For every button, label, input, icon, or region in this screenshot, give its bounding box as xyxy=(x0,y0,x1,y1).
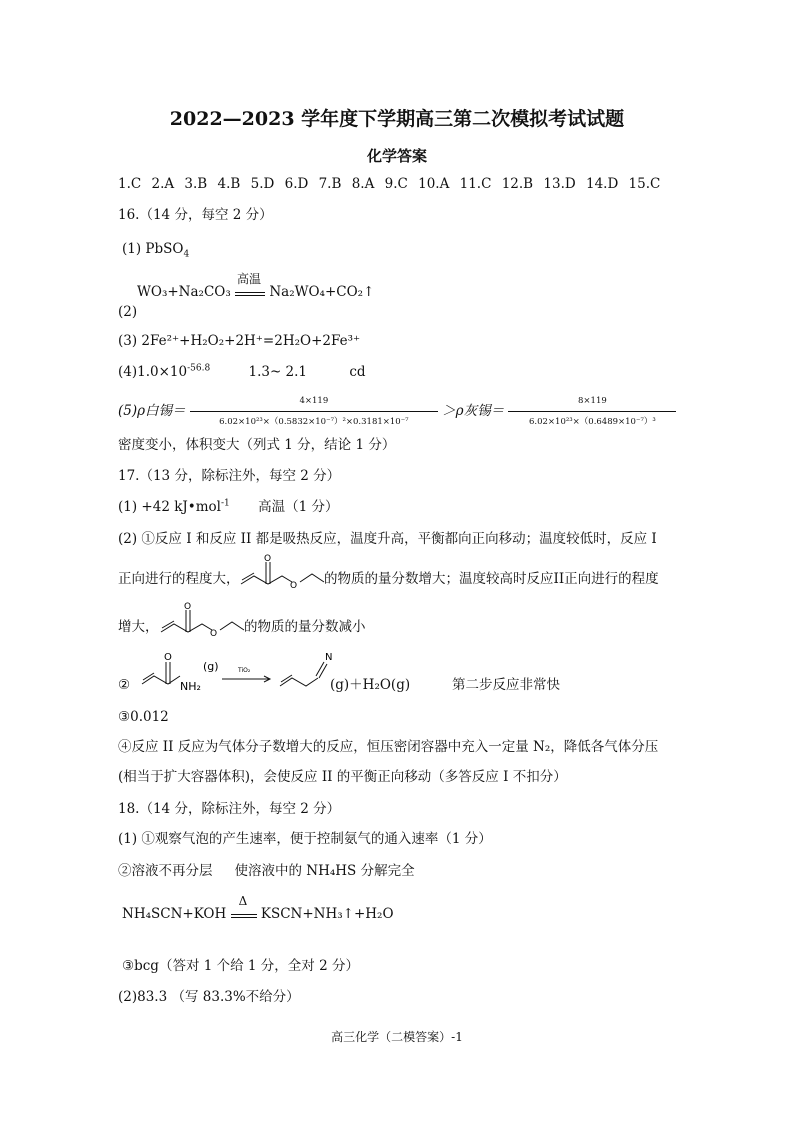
svg-text:O: O xyxy=(290,581,298,591)
q17-part2-line1: (2) ①反应 I 和反应 II 都是吸热反应，温度升高，平衡都向正向移动；温度较低时，反应 I xyxy=(118,531,657,547)
gas-label-1: (g) xyxy=(203,660,219,673)
catalyst-label: TiO₂ xyxy=(238,667,251,674)
q16-part1: (1) PbSO$_4$ xyxy=(122,241,190,260)
density-fraction-gray: $\frac{8\times 119}{\text{6.02×10²³×（0.6489×10⁻⁷）³}}$ xyxy=(508,392,676,431)
q18-equation xyxy=(122,893,394,923)
carbonyl-o-label: O xyxy=(164,652,172,663)
q16-part3: (3) 2Fe²⁺+H₂O₂+2H⁺=2H₂O+2Fe³⁺ xyxy=(118,333,361,349)
q17-part2-line3b: 的物质的量分数减小 xyxy=(244,619,366,635)
q17-part1: (1) +42 kJ•mol$^{-1}$ 高温（1 分） xyxy=(118,498,339,515)
q18-part1-1: (1) ①观察气泡的产生速率，便于控制氨气的通入速率（1 分） xyxy=(118,831,492,847)
eq-reactants: WO₃+Na₂CO₃ xyxy=(137,284,231,300)
amine-label: NH₂ xyxy=(180,680,201,693)
mcq-answers: 1.C 2.A 3.B 4.B 5.D 6.D 7.B 8.A 9.C 10.A 11.C 12.B 13.D 14.D 15.C xyxy=(118,176,661,192)
page-footer: 高三化学（二模答案）-1 xyxy=(331,1030,463,1044)
q18-part1-3: ③bcg（答对 1 个给 1 分，全对 2 分） xyxy=(122,958,359,974)
page-subtitle: 化学答案 xyxy=(366,147,427,165)
eq-condition: Δ xyxy=(238,893,248,908)
eq-reactants: NH₄SCN+KOH xyxy=(122,906,227,922)
ethyl-acrylate-structure-2 xyxy=(158,598,248,640)
q16-equation xyxy=(137,271,375,301)
q17-part2-line2b: 的物质的量分数增大；温度较高时反应II正向进行的程度 xyxy=(324,571,659,587)
eq-products: KSCN+NH₃↑+H₂O xyxy=(260,906,394,922)
ethyl-acrylate-structure-1 xyxy=(238,550,328,592)
svg-text:O: O xyxy=(184,602,192,612)
q16-part4: $(4)1.0\times 10^{-56.8}$ 1.3~ 2.1 cd xyxy=(118,363,366,380)
q18-part2: (2)83.3 （写 83.3%不给分） xyxy=(118,989,300,1005)
page-title: 2022—2023 学年度下学期高三第二次模拟考试试题 xyxy=(169,108,625,130)
svg-text:O: O xyxy=(210,629,218,639)
q18-part1-2: ②溶液不再分层 使溶液中的 NH₄HS 分解完全 xyxy=(118,863,415,879)
eq-sign xyxy=(235,271,265,296)
q17-part2-2-note: 第二步反应非常快 xyxy=(452,677,560,693)
density-fraction-white: $\frac{4\times 119}{\text{6.02×10²³×（0.5832×10⁻⁷）²×0.3181×10⁻⁷}}$ xyxy=(190,392,438,431)
eq-sign xyxy=(231,893,257,918)
q17-part2-4-line1: ④反应 II 反应为气体分子数增大的反应，恒压密闭容器中充入一定量 N₂，降低各气体分压 xyxy=(118,739,659,755)
acrylamide-to-acrylonitrile-scheme xyxy=(140,644,340,694)
q17-part2-3: ③0.012 xyxy=(118,709,169,725)
q17-part2-line3a: 增大， xyxy=(118,619,159,635)
svg-text:O: O xyxy=(264,554,272,564)
eq-products: Na₂WO₄+CO₂↑ xyxy=(269,284,375,300)
q17-part2-2-label: ② xyxy=(118,677,131,693)
q18-header: 18.（14 分，除标注外，每空 2 分） xyxy=(118,801,341,817)
q16-header: 16.（14 分，每空 2 分） xyxy=(118,207,273,223)
q16-conclusion: 密度变小，体积变大（列式 1 分，结论 1 分） xyxy=(118,437,396,453)
q16-part2-label: (2) xyxy=(118,304,138,320)
nitrile-n-label: N xyxy=(325,652,333,663)
q17-header: 17.（13 分，除标注外，每空 2 分） xyxy=(118,468,341,484)
q17-part2-4-line2: (相当于扩大容器体积)，会使反应 II 的平衡正向移动（多答反应 I 不扣分） xyxy=(118,769,567,785)
q16-part5: (5)ρ白锡＝ $\frac{4\times 119}{\text{6.02×10²³×（0.5832×10⁻⁷）²×0.3181×10⁻⁷}}$ ＞ρ灰锡＝ $\frac{8\times 119}{\text{6.02×10²³×（0.6489×10⁻⁷）³}}$ xyxy=(118,392,676,431)
q17-part2-2-rest: (g)＋H₂O(g) xyxy=(330,677,411,693)
q17-part2-line2a: 正向进行的程度大， xyxy=(118,571,240,587)
eq-condition: 高温 xyxy=(237,271,262,286)
